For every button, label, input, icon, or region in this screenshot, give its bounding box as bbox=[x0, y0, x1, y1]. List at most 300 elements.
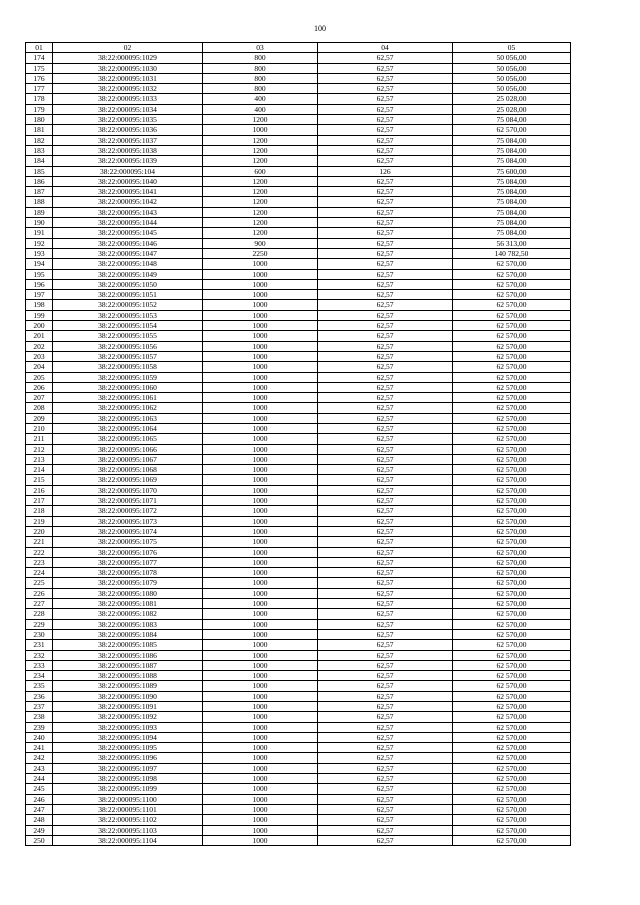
row-number-cell: 190 bbox=[26, 218, 53, 228]
area-cell: 1000 bbox=[203, 321, 318, 331]
area-cell: 1000 bbox=[203, 660, 318, 670]
cadastral-number-cell: 38:22:000095:1037 bbox=[53, 135, 203, 145]
cadastral-number-cell: 38:22:000095:1052 bbox=[53, 300, 203, 310]
cadastral-number-cell: 38:22:000095:1029 bbox=[53, 53, 203, 63]
amount-cell: 62 570,00 bbox=[453, 753, 571, 763]
rate-cell: 62,57 bbox=[318, 712, 453, 722]
table-row bbox=[26, 176, 571, 186]
cadastral-number-cell: 38:22:000095:1073 bbox=[53, 516, 203, 526]
area-cell: 1000 bbox=[203, 671, 318, 681]
amount-cell: 62 570,00 bbox=[453, 310, 571, 320]
area-cell: 1000 bbox=[203, 619, 318, 629]
row-number-cell: 197 bbox=[26, 290, 53, 300]
amount-cell: 62 570,00 bbox=[453, 774, 571, 784]
area-cell: 1200 bbox=[203, 176, 318, 186]
row-number-cell: 208 bbox=[26, 403, 53, 413]
cadastral-number-cell: 38:22:000095:1090 bbox=[53, 691, 203, 701]
table-row bbox=[26, 290, 571, 300]
table-row bbox=[26, 166, 571, 176]
row-number-cell: 195 bbox=[26, 269, 53, 279]
amount-cell: 62 570,00 bbox=[453, 732, 571, 742]
row-number-cell: 239 bbox=[26, 722, 53, 732]
area-cell: 1000 bbox=[203, 506, 318, 516]
row-number-cell: 230 bbox=[26, 629, 53, 639]
rate-cell: 62,57 bbox=[318, 84, 453, 94]
table-row bbox=[26, 506, 571, 516]
amount-cell: 62 570,00 bbox=[453, 794, 571, 804]
area-cell: 1000 bbox=[203, 547, 318, 557]
area-cell: 1000 bbox=[203, 691, 318, 701]
cadastral-number-cell: 38:22:000095:1057 bbox=[53, 351, 203, 361]
cadastral-number-cell: 38:22:000095:1081 bbox=[53, 599, 203, 609]
table-row bbox=[26, 660, 571, 670]
area-cell: 1000 bbox=[203, 290, 318, 300]
area-cell: 1000 bbox=[203, 712, 318, 722]
row-number-cell: 194 bbox=[26, 259, 53, 269]
area-cell: 1000 bbox=[203, 413, 318, 423]
amount-cell: 62 570,00 bbox=[453, 321, 571, 331]
amount-cell: 75 084,00 bbox=[453, 176, 571, 186]
rate-cell: 62,57 bbox=[318, 403, 453, 413]
rate-cell: 62,57 bbox=[318, 279, 453, 289]
table-row bbox=[26, 156, 571, 166]
amount-cell: 62 570,00 bbox=[453, 640, 571, 650]
rate-cell: 62,57 bbox=[318, 382, 453, 392]
amount-cell: 62 570,00 bbox=[453, 434, 571, 444]
header-cell-03: 03 bbox=[203, 43, 318, 53]
area-cell: 1000 bbox=[203, 599, 318, 609]
rate-cell: 62,57 bbox=[318, 485, 453, 495]
amount-cell: 75 084,00 bbox=[453, 187, 571, 197]
area-cell: 1000 bbox=[203, 804, 318, 814]
area-cell: 1200 bbox=[203, 228, 318, 238]
area-cell: 1000 bbox=[203, 496, 318, 506]
table-row bbox=[26, 691, 571, 701]
cadastral-number-cell: 38:22:000095:1093 bbox=[53, 722, 203, 732]
header-cell-05: 05 bbox=[453, 43, 571, 53]
area-cell: 1000 bbox=[203, 331, 318, 341]
amount-cell: 62 570,00 bbox=[453, 485, 571, 495]
row-number-cell: 250 bbox=[26, 835, 53, 845]
row-number-cell: 242 bbox=[26, 753, 53, 763]
table-row bbox=[26, 63, 571, 73]
area-cell: 1000 bbox=[203, 341, 318, 351]
rate-cell: 62,57 bbox=[318, 454, 453, 464]
rate-cell: 62,57 bbox=[318, 774, 453, 784]
rate-cell: 62,57 bbox=[318, 804, 453, 814]
area-cell: 800 bbox=[203, 53, 318, 63]
table-row bbox=[26, 382, 571, 392]
table-row bbox=[26, 784, 571, 794]
row-number-cell: 219 bbox=[26, 516, 53, 526]
rate-cell: 62,57 bbox=[318, 228, 453, 238]
rate-cell: 62,57 bbox=[318, 743, 453, 753]
area-cell: 1000 bbox=[203, 568, 318, 578]
rate-cell: 62,57 bbox=[318, 691, 453, 701]
row-number-cell: 247 bbox=[26, 804, 53, 814]
row-number-cell: 213 bbox=[26, 454, 53, 464]
table-row bbox=[26, 372, 571, 382]
rate-cell: 62,57 bbox=[318, 794, 453, 804]
cadastral-number-cell: 38:22:000095:1062 bbox=[53, 403, 203, 413]
amount-cell: 75 084,00 bbox=[453, 197, 571, 207]
table-row bbox=[26, 228, 571, 238]
row-number-cell: 189 bbox=[26, 207, 53, 217]
cadastral-number-cell: 38:22:000095:1085 bbox=[53, 640, 203, 650]
table-row bbox=[26, 434, 571, 444]
cadastral-number-cell: 38:22:000095:1096 bbox=[53, 753, 203, 763]
header-row bbox=[26, 43, 571, 53]
table-row bbox=[26, 84, 571, 94]
table-row bbox=[26, 218, 571, 228]
table-row bbox=[26, 835, 571, 845]
row-number-cell: 244 bbox=[26, 774, 53, 784]
area-cell: 1000 bbox=[203, 743, 318, 753]
table-row bbox=[26, 640, 571, 650]
cadastral-number-cell: 38:22:000095:1102 bbox=[53, 815, 203, 825]
area-cell: 1000 bbox=[203, 732, 318, 742]
area-cell: 1000 bbox=[203, 269, 318, 279]
amount-cell: 62 570,00 bbox=[453, 691, 571, 701]
area-cell: 1000 bbox=[203, 279, 318, 289]
area-cell: 1000 bbox=[203, 434, 318, 444]
area-cell: 1000 bbox=[203, 310, 318, 320]
rate-cell: 62,57 bbox=[318, 660, 453, 670]
rate-cell: 62,57 bbox=[318, 815, 453, 825]
cadastral-number-cell: 38:22:000095:1084 bbox=[53, 629, 203, 639]
cadastral-number-cell: 38:22:000095:1061 bbox=[53, 393, 203, 403]
row-number-cell: 198 bbox=[26, 300, 53, 310]
amount-cell: 62 570,00 bbox=[453, 413, 571, 423]
rate-cell: 62,57 bbox=[318, 496, 453, 506]
table-row bbox=[26, 393, 571, 403]
row-number-cell: 181 bbox=[26, 125, 53, 135]
rate-cell: 62,57 bbox=[318, 629, 453, 639]
amount-cell: 62 570,00 bbox=[453, 763, 571, 773]
area-cell: 1000 bbox=[203, 372, 318, 382]
cadastral-number-cell: 38:22:000095:1045 bbox=[53, 228, 203, 238]
table-row bbox=[26, 671, 571, 681]
amount-cell: 62 570,00 bbox=[453, 537, 571, 547]
area-cell: 800 bbox=[203, 84, 318, 94]
table-row bbox=[26, 310, 571, 320]
cadastral-number-cell: 38:22:000095:1031 bbox=[53, 73, 203, 83]
rate-cell: 62,57 bbox=[318, 290, 453, 300]
area-cell: 1200 bbox=[203, 187, 318, 197]
rate-cell: 62,57 bbox=[318, 784, 453, 794]
rate-cell: 62,57 bbox=[318, 444, 453, 454]
cadastral-number-cell: 38:22:000095:1036 bbox=[53, 125, 203, 135]
row-number-cell: 243 bbox=[26, 763, 53, 773]
rate-cell: 62,57 bbox=[318, 650, 453, 660]
amount-cell: 62 570,00 bbox=[453, 444, 571, 454]
rate-cell: 62,57 bbox=[318, 434, 453, 444]
rate-cell: 62,57 bbox=[318, 156, 453, 166]
rate-cell: 62,57 bbox=[318, 423, 453, 433]
amount-cell: 62 570,00 bbox=[453, 599, 571, 609]
area-cell: 1000 bbox=[203, 835, 318, 845]
cadastral-number-cell: 38:22:000095:1074 bbox=[53, 526, 203, 536]
table-row bbox=[26, 619, 571, 629]
rate-cell: 62,57 bbox=[318, 681, 453, 691]
area-cell: 1000 bbox=[203, 351, 318, 361]
row-number-cell: 227 bbox=[26, 599, 53, 609]
table-row bbox=[26, 763, 571, 773]
amount-cell: 25 028,00 bbox=[453, 104, 571, 114]
table-row bbox=[26, 702, 571, 712]
table-row bbox=[26, 115, 571, 125]
cadastral-number-cell: 38:22:000095:1083 bbox=[53, 619, 203, 629]
table-row bbox=[26, 104, 571, 114]
area-cell: 1000 bbox=[203, 825, 318, 835]
table-row bbox=[26, 475, 571, 485]
row-number-cell: 184 bbox=[26, 156, 53, 166]
rate-cell: 62,57 bbox=[318, 578, 453, 588]
area-cell: 1000 bbox=[203, 722, 318, 732]
amount-cell: 62 570,00 bbox=[453, 516, 571, 526]
table-row bbox=[26, 444, 571, 454]
amount-cell: 62 570,00 bbox=[453, 547, 571, 557]
row-number-cell: 209 bbox=[26, 413, 53, 423]
rate-cell: 62,57 bbox=[318, 94, 453, 104]
rate-cell: 62,57 bbox=[318, 547, 453, 557]
rate-cell: 62,57 bbox=[318, 557, 453, 567]
rate-cell: 62,57 bbox=[318, 753, 453, 763]
rate-cell: 62,57 bbox=[318, 218, 453, 228]
cadastral-number-cell: 38:22:000095:1099 bbox=[53, 784, 203, 794]
amount-cell: 50 056,00 bbox=[453, 84, 571, 94]
row-number-cell: 210 bbox=[26, 423, 53, 433]
amount-cell: 62 570,00 bbox=[453, 259, 571, 269]
row-number-cell: 201 bbox=[26, 331, 53, 341]
rate-cell: 62,57 bbox=[318, 321, 453, 331]
area-cell: 1000 bbox=[203, 588, 318, 598]
amount-cell: 62 570,00 bbox=[453, 650, 571, 660]
area-cell: 1000 bbox=[203, 681, 318, 691]
cadastral-number-cell: 38:22:000095:1076 bbox=[53, 547, 203, 557]
rate-cell: 62,57 bbox=[318, 207, 453, 217]
table-row bbox=[26, 815, 571, 825]
row-number-cell: 216 bbox=[26, 485, 53, 495]
row-number-cell: 182 bbox=[26, 135, 53, 145]
row-number-cell: 188 bbox=[26, 197, 53, 207]
table-row bbox=[26, 804, 571, 814]
row-number-cell: 246 bbox=[26, 794, 53, 804]
table-row bbox=[26, 73, 571, 83]
rate-cell: 62,57 bbox=[318, 341, 453, 351]
row-number-cell: 220 bbox=[26, 526, 53, 536]
table-row bbox=[26, 423, 571, 433]
amount-cell: 62 570,00 bbox=[453, 815, 571, 825]
rate-cell: 62,57 bbox=[318, 310, 453, 320]
table-row bbox=[26, 403, 571, 413]
area-cell: 1000 bbox=[203, 393, 318, 403]
amount-cell: 62 570,00 bbox=[453, 722, 571, 732]
cadastral-number-cell: 38:22:000095:1095 bbox=[53, 743, 203, 753]
table-row bbox=[26, 599, 571, 609]
amount-cell: 25 028,00 bbox=[453, 94, 571, 104]
area-cell: 1200 bbox=[203, 115, 318, 125]
cadastral-number-cell: 38:22:000095:1049 bbox=[53, 269, 203, 279]
table-row bbox=[26, 341, 571, 351]
header-cell-04: 04 bbox=[318, 43, 453, 53]
cadastral-number-cell: 38:22:000095:1082 bbox=[53, 609, 203, 619]
rate-cell: 62,57 bbox=[318, 702, 453, 712]
row-number-cell: 224 bbox=[26, 568, 53, 578]
row-number-cell: 206 bbox=[26, 382, 53, 392]
area-cell: 400 bbox=[203, 104, 318, 114]
rate-cell: 62,57 bbox=[318, 104, 453, 114]
area-cell: 1000 bbox=[203, 784, 318, 794]
area-cell: 1200 bbox=[203, 156, 318, 166]
amount-cell: 62 570,00 bbox=[453, 125, 571, 135]
cadastral-number-cell: 38:22:000095:1079 bbox=[53, 578, 203, 588]
amount-cell: 75 084,00 bbox=[453, 156, 571, 166]
row-number-cell: 192 bbox=[26, 238, 53, 248]
area-cell: 1200 bbox=[203, 135, 318, 145]
row-number-cell: 180 bbox=[26, 115, 53, 125]
amount-cell: 62 570,00 bbox=[453, 526, 571, 536]
amount-cell: 75 084,00 bbox=[453, 115, 571, 125]
table-row bbox=[26, 516, 571, 526]
area-cell: 1200 bbox=[203, 197, 318, 207]
cadastral-number-cell: 38:22:000095:1048 bbox=[53, 259, 203, 269]
area-cell: 1000 bbox=[203, 609, 318, 619]
amount-cell: 62 570,00 bbox=[453, 671, 571, 681]
table-row bbox=[26, 259, 571, 269]
area-cell: 1000 bbox=[203, 753, 318, 763]
cadastral-number-cell: 38:22:000095:1080 bbox=[53, 588, 203, 598]
rate-cell: 62,57 bbox=[318, 825, 453, 835]
table-row bbox=[26, 125, 571, 135]
amount-cell: 62 570,00 bbox=[453, 341, 571, 351]
table-row bbox=[26, 321, 571, 331]
header-cell-01: 01 bbox=[26, 43, 53, 53]
cadastral-number-cell: 38:22:000095:1053 bbox=[53, 310, 203, 320]
amount-cell: 62 570,00 bbox=[453, 269, 571, 279]
cadastral-table bbox=[25, 42, 571, 846]
cadastral-number-cell: 38:22:000095:1070 bbox=[53, 485, 203, 495]
rate-cell: 62,57 bbox=[318, 259, 453, 269]
cadastral-number-cell: 38:22:000095:1094 bbox=[53, 732, 203, 742]
rate-cell: 62,57 bbox=[318, 475, 453, 485]
cadastral-number-cell: 38:22:000095:1069 bbox=[53, 475, 203, 485]
area-cell: 1000 bbox=[203, 454, 318, 464]
cadastral-number-cell: 38:22:000095:1064 bbox=[53, 423, 203, 433]
amount-cell: 62 570,00 bbox=[453, 506, 571, 516]
amount-cell: 50 056,00 bbox=[453, 73, 571, 83]
amount-cell: 140 782,50 bbox=[453, 248, 571, 258]
area-cell: 1000 bbox=[203, 763, 318, 773]
area-cell: 1000 bbox=[203, 702, 318, 712]
table-row bbox=[26, 187, 571, 197]
row-number-cell: 218 bbox=[26, 506, 53, 516]
row-number-cell: 233 bbox=[26, 660, 53, 670]
row-number-cell: 183 bbox=[26, 145, 53, 155]
amount-cell: 62 570,00 bbox=[453, 465, 571, 475]
area-cell: 600 bbox=[203, 166, 318, 176]
amount-cell: 62 570,00 bbox=[453, 568, 571, 578]
cadastral-number-cell: 38:22:000095:1075 bbox=[53, 537, 203, 547]
rate-cell: 62,57 bbox=[318, 187, 453, 197]
cadastral-number-cell: 38:22:000095:1046 bbox=[53, 238, 203, 248]
cadastral-number-cell: 38:22:000095:1041 bbox=[53, 187, 203, 197]
rate-cell: 62,57 bbox=[318, 238, 453, 248]
rate-cell: 62,57 bbox=[318, 413, 453, 423]
row-number-cell: 221 bbox=[26, 537, 53, 547]
table-row bbox=[26, 331, 571, 341]
cadastral-number-cell: 38:22:000095:1078 bbox=[53, 568, 203, 578]
area-cell: 1000 bbox=[203, 794, 318, 804]
cadastral-number-cell: 38:22:000095:1103 bbox=[53, 825, 203, 835]
cadastral-number-cell: 38:22:000095:1098 bbox=[53, 774, 203, 784]
cadastral-number-cell: 38:22:000095:1087 bbox=[53, 660, 203, 670]
table-row bbox=[26, 197, 571, 207]
table-row bbox=[26, 454, 571, 464]
amount-cell: 75 084,00 bbox=[453, 145, 571, 155]
table-body bbox=[26, 53, 571, 846]
area-cell: 1000 bbox=[203, 640, 318, 650]
table-row bbox=[26, 681, 571, 691]
rate-cell: 62,57 bbox=[318, 640, 453, 650]
rate-cell: 62,57 bbox=[318, 516, 453, 526]
cadastral-number-cell: 38:22:000095:1051 bbox=[53, 290, 203, 300]
area-cell: 1000 bbox=[203, 423, 318, 433]
table-row bbox=[26, 526, 571, 536]
row-number-cell: 175 bbox=[26, 63, 53, 73]
cadastral-number-cell: 38:22:000095:1059 bbox=[53, 372, 203, 382]
row-number-cell: 240 bbox=[26, 732, 53, 742]
cadastral-number-cell: 38:22:000095:1065 bbox=[53, 434, 203, 444]
cadastral-number-cell: 38:22:000095:1100 bbox=[53, 794, 203, 804]
rate-cell: 62,57 bbox=[318, 135, 453, 145]
area-cell: 1000 bbox=[203, 774, 318, 784]
row-number-cell: 174 bbox=[26, 53, 53, 63]
amount-cell: 62 570,00 bbox=[453, 835, 571, 845]
rate-cell: 62,57 bbox=[318, 465, 453, 475]
amount-cell: 62 570,00 bbox=[453, 804, 571, 814]
cadastral-number-cell: 38:22:000095:1071 bbox=[53, 496, 203, 506]
row-number-cell: 249 bbox=[26, 825, 53, 835]
area-cell: 1000 bbox=[203, 382, 318, 392]
amount-cell: 62 570,00 bbox=[453, 372, 571, 382]
rate-cell: 62,57 bbox=[318, 732, 453, 742]
row-number-cell: 241 bbox=[26, 743, 53, 753]
cadastral-number-cell: 38:22:000095:1043 bbox=[53, 207, 203, 217]
area-cell: 800 bbox=[203, 63, 318, 73]
row-number-cell: 205 bbox=[26, 372, 53, 382]
document-table-container bbox=[25, 42, 570, 846]
amount-cell: 62 570,00 bbox=[453, 382, 571, 392]
area-cell: 1000 bbox=[203, 125, 318, 135]
cadastral-number-cell: 38:22:000095:1104 bbox=[53, 835, 203, 845]
row-number-cell: 225 bbox=[26, 578, 53, 588]
row-number-cell: 226 bbox=[26, 588, 53, 598]
table-row bbox=[26, 362, 571, 372]
amount-cell: 62 570,00 bbox=[453, 362, 571, 372]
row-number-cell: 232 bbox=[26, 650, 53, 660]
area-cell: 1000 bbox=[203, 485, 318, 495]
table-row bbox=[26, 485, 571, 495]
table-row bbox=[26, 650, 571, 660]
amount-cell: 75 084,00 bbox=[453, 228, 571, 238]
rate-cell: 62,57 bbox=[318, 835, 453, 845]
rate-cell: 126 bbox=[318, 166, 453, 176]
table-row bbox=[26, 135, 571, 145]
header-cell-02: 02 bbox=[53, 43, 203, 53]
rate-cell: 62,57 bbox=[318, 722, 453, 732]
amount-cell: 75 084,00 bbox=[453, 207, 571, 217]
